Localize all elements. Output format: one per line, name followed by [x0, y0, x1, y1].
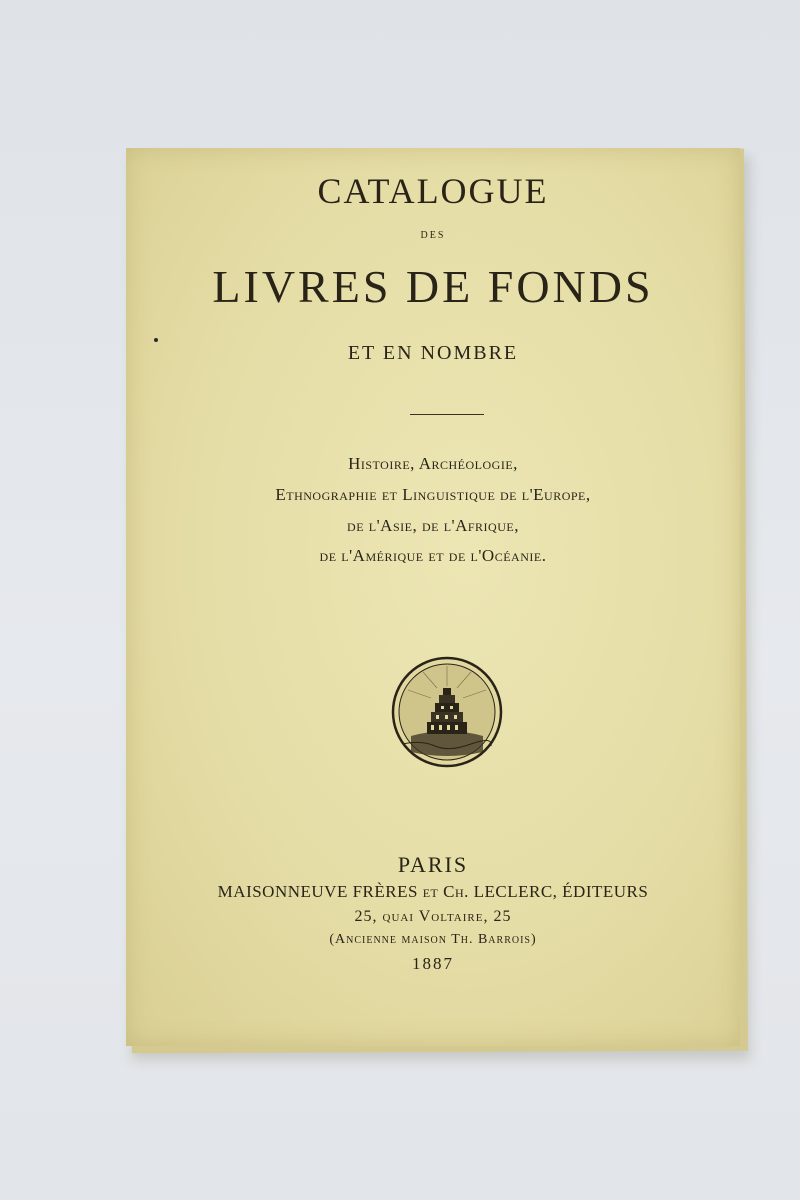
- catalogue-cover: [126, 148, 740, 1046]
- imprint-city: PARIS: [397, 852, 469, 877]
- cover-main-title: LIVRES DE FONDS: [212, 261, 654, 312]
- cover-connector: DES: [420, 230, 446, 241]
- cover-subtitle: ET EN NOMBRE: [347, 342, 519, 364]
- subject-line-3: de l'Asie, de l'Afrique,: [347, 516, 519, 535]
- subject-line-4: de l'Amérique et de l'Océanie.: [319, 546, 547, 565]
- imprint-year: 1887: [412, 954, 454, 973]
- tower-medallion-icon: [391, 656, 503, 768]
- ink-spot: [154, 338, 158, 342]
- subject-line-2: Ethnographie et Linguistique de l'Europe,: [275, 485, 591, 504]
- title-divider: [410, 414, 484, 415]
- imprint-former-house: (Ancienne maison Th. Barrois): [329, 932, 537, 947]
- imprint-address: 25, quai Voltaire, 25: [354, 908, 512, 925]
- imprint-publisher: MAISONNEUVE FRÈRES et Ch. LECLERC, ÉDITEURS: [217, 882, 649, 901]
- subject-line-1: Histoire, Archéologie,: [348, 454, 518, 473]
- cover-title: CATALOGUE: [317, 171, 549, 211]
